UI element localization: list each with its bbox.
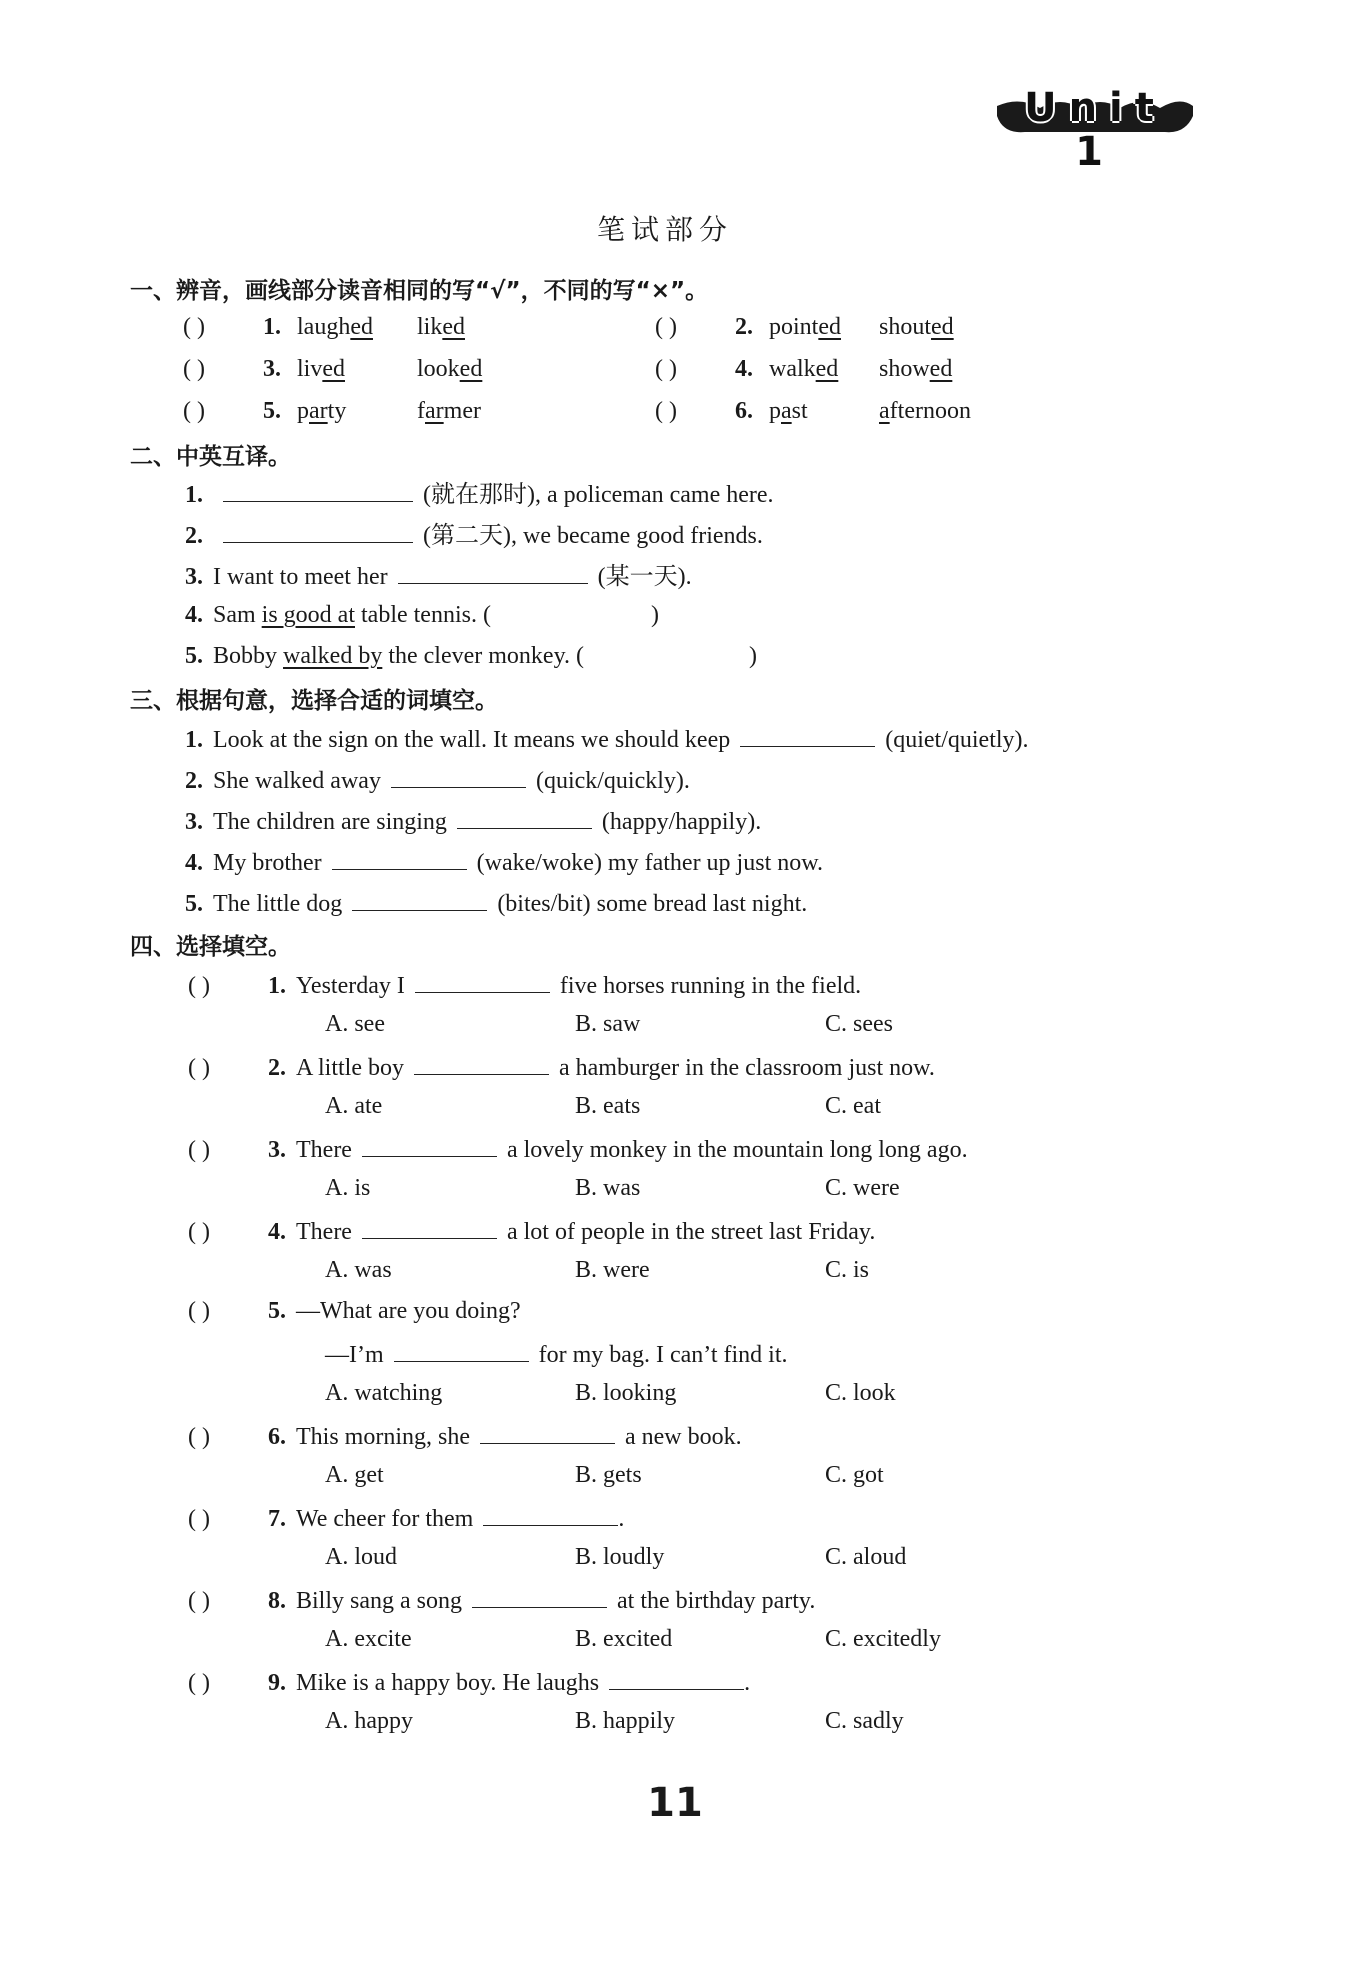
answer-blank[interactable] xyxy=(480,1419,615,1444)
mc-options-1 xyxy=(325,1009,893,1039)
option-b[interactable]: B. loudly xyxy=(575,1544,665,1570)
option-a[interactable]: A. happy xyxy=(325,1708,413,1734)
section-3-heading: 三、根据句意，选择合适的词填空。 xyxy=(130,688,498,714)
fill-item-4: 4. My brother (wake/woke) my father up just now. xyxy=(185,845,823,878)
answer-blank[interactable] xyxy=(394,1337,529,1362)
option-b[interactable]: B. happily xyxy=(575,1708,675,1734)
answer-blank[interactable] xyxy=(362,1132,497,1157)
phonics-row-1: ( ) 1. laughed liked xyxy=(183,314,465,340)
answer-blank[interactable] xyxy=(472,1583,607,1608)
mc-options-4 xyxy=(325,1255,869,1285)
section-2-heading: 二、中英互译。 xyxy=(130,444,291,470)
mc-question-2: ( ) 2. A little boy a hamburger in the classroom just now. xyxy=(188,1050,935,1083)
phonics-row-4: ( ) 4. walked showed xyxy=(655,356,953,382)
translate-item-4: 4. Sam is good at table tennis. ( ) xyxy=(185,602,659,628)
translate-item-2: 2. (第二天), we became good friends. xyxy=(185,518,763,551)
mc-question-6: ( ) 6. This morning, she a new book. xyxy=(188,1419,742,1452)
section-1-heading: 一、辨音，画线部分读音相同的写“√”，不同的写“×”。 xyxy=(130,278,709,304)
option-c[interactable]: C. sees xyxy=(825,1011,893,1037)
option-b[interactable]: B. were xyxy=(575,1257,650,1283)
option-c[interactable]: C. is xyxy=(825,1257,870,1283)
option-a[interactable]: A. loud xyxy=(325,1544,397,1570)
option-b[interactable]: B. saw xyxy=(575,1011,641,1037)
option-a[interactable]: A. is xyxy=(325,1175,371,1201)
answer-blank[interactable] xyxy=(457,804,592,829)
mc-options-5 xyxy=(325,1378,896,1408)
answer-blank[interactable] xyxy=(609,1665,744,1690)
option-b[interactable]: B. gets xyxy=(575,1462,642,1488)
translate-item-3: 3. I want to meet her (某一天). xyxy=(185,559,692,592)
option-c[interactable]: C. aloud xyxy=(825,1544,907,1570)
answer-paren[interactable]: ( ) xyxy=(188,973,210,999)
mc-question-9: ( ) 9. Mike is a happy boy. He laughs . xyxy=(188,1665,750,1698)
answer-blank[interactable] xyxy=(223,477,413,502)
answer-blank[interactable] xyxy=(223,518,413,543)
answer-blank[interactable] xyxy=(352,886,487,911)
mc-question-5: ( ) 5. —What are you doing? xyxy=(188,1298,521,1324)
option-a[interactable]: A. get xyxy=(325,1462,384,1488)
answer-paren[interactable]: ( ) xyxy=(183,356,205,382)
answer-paren[interactable]: ( ) xyxy=(188,1298,210,1324)
answer-paren[interactable]: ( ) xyxy=(188,1055,210,1081)
mc-question-4: ( ) 4. There a lot of people in the street last Friday. xyxy=(188,1214,875,1247)
translate-item-5: 5. Bobby walked by the clever monkey. ( ) xyxy=(185,643,758,669)
answer-blank[interactable] xyxy=(391,763,526,788)
mc-options-2 xyxy=(325,1091,881,1121)
phonics-row-5: ( ) 5. party farmer xyxy=(183,398,481,424)
mc-options-7 xyxy=(325,1542,906,1572)
translate-item-1: 1. (就在那时), a policeman came here. xyxy=(185,477,774,510)
phonics-row-2: ( ) 2. pointed shouted xyxy=(655,314,954,340)
page-title: 笔试部分 xyxy=(596,215,733,246)
answer-blank[interactable] xyxy=(415,968,550,993)
answer-blank[interactable] xyxy=(332,845,467,870)
option-b[interactable]: B. eats xyxy=(575,1093,641,1119)
fill-item-3: 3. The children are singing (happy/happily). xyxy=(185,804,761,837)
answer-blank[interactable] xyxy=(740,722,875,747)
option-c[interactable]: C. look xyxy=(825,1380,896,1406)
option-b[interactable]: B. excited xyxy=(575,1626,673,1652)
option-a[interactable]: A. see xyxy=(325,1011,385,1037)
unit-badge xyxy=(995,85,1195,175)
option-a[interactable]: A. excite xyxy=(325,1626,412,1652)
unit-label: Unit 1 xyxy=(1024,85,1166,175)
option-a[interactable]: A. watching xyxy=(325,1380,443,1406)
section-4-heading: 四、选择填空。 xyxy=(130,934,291,960)
mc-question-8: ( ) 8. Billy sang a song at the birthday party. xyxy=(188,1583,815,1616)
answer-paren[interactable]: ( ) xyxy=(183,314,205,340)
answer-paren[interactable]: ( ) xyxy=(655,398,677,424)
fill-item-2: 2. She walked away (quick/quickly). xyxy=(185,763,690,796)
mc-options-9 xyxy=(325,1706,904,1736)
fill-item-1: 1. Look at the sign on the wall. It means we should keep (quiet/quietly). xyxy=(185,722,1029,755)
mc-options-3 xyxy=(325,1173,900,1203)
option-c[interactable]: C. were xyxy=(825,1175,900,1201)
answer-paren[interactable]: ( ) xyxy=(188,1506,210,1532)
answer-paren[interactable]: ( ) xyxy=(655,314,677,340)
answer-paren[interactable]: ( ) xyxy=(188,1137,210,1163)
option-b[interactable]: B. looking xyxy=(575,1380,677,1406)
answer-blank[interactable] xyxy=(483,1501,618,1526)
page-number: 11 xyxy=(647,1780,703,1826)
mc-question-7: ( ) 7. We cheer for them . xyxy=(188,1501,624,1534)
mc-options-6 xyxy=(325,1460,884,1490)
option-a[interactable]: A. was xyxy=(325,1257,392,1283)
answer-paren[interactable]: ( ) xyxy=(655,356,677,382)
answer-blank[interactable] xyxy=(398,559,588,584)
answer-paren[interactable]: ( ) xyxy=(188,1670,210,1696)
mc-options-8 xyxy=(325,1624,941,1654)
option-c[interactable]: C. excitedly xyxy=(825,1626,941,1652)
option-c[interactable]: C. eat xyxy=(825,1093,881,1119)
phonics-row-3: ( ) 3. lived looked xyxy=(183,356,483,382)
answer-paren[interactable]: ( ) xyxy=(183,398,205,424)
mc-question-1: ( ) 1. Yesterday I five horses running in the field. xyxy=(188,968,861,1001)
answer-blank[interactable] xyxy=(414,1050,549,1075)
phonics-row-6: ( ) 6. past afternoon xyxy=(655,398,971,424)
option-c[interactable]: C. got xyxy=(825,1462,884,1488)
answer-paren[interactable]: ( ) xyxy=(188,1588,210,1614)
option-b[interactable]: B. was xyxy=(575,1175,641,1201)
fill-item-5: 5. The little dog (bites/bit) some bread last night. xyxy=(185,886,807,919)
answer-paren[interactable]: ( ) xyxy=(188,1424,210,1450)
mc-question-5-line-2: —I’m for my bag. I can’t find it. xyxy=(325,1337,787,1370)
mc-question-3: ( ) 3. There a lovely monkey in the mountain long long ago. xyxy=(188,1132,968,1165)
answer-paren[interactable]: ( ) xyxy=(188,1219,210,1245)
option-a[interactable]: A. ate xyxy=(325,1093,383,1119)
option-c[interactable]: C. sadly xyxy=(825,1708,904,1734)
answer-blank[interactable] xyxy=(362,1214,497,1239)
